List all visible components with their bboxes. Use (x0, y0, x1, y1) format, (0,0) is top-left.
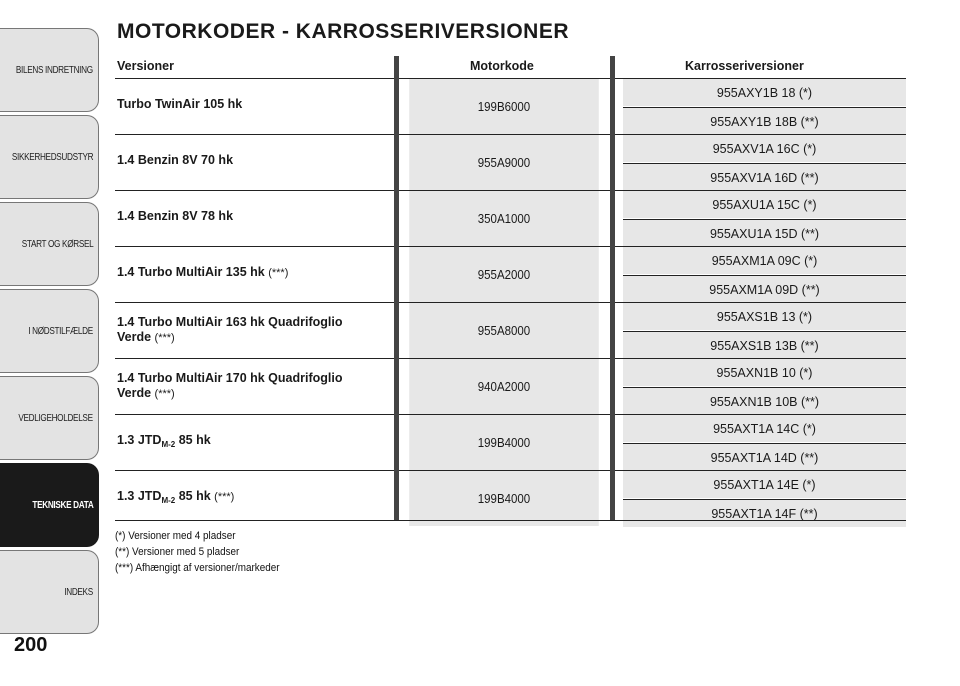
engine-code-cell: 955A9000 (409, 135, 599, 190)
tab-label: START OG KØRSEL (21, 238, 93, 250)
body-version-cell: 955AXT1A 14F (**) (623, 499, 906, 527)
body-version-cell: 955AXN1B 10 (*) (623, 359, 906, 386)
body-version-cell: 955AXS1B 13 (*) (623, 303, 906, 330)
tab-sikkerhedsudstyr[interactable] (0, 115, 99, 199)
footnote: (**) Versioner med 5 pladser (115, 546, 240, 558)
tab-start-og-korsel[interactable] (0, 202, 99, 286)
footnotes (115, 528, 298, 576)
page-title: MOTORKODER - KARROSSERIVERSIONER (117, 20, 569, 43)
engine-code-table (115, 56, 906, 521)
tab-i-nodstilfaelde[interactable] (0, 289, 99, 373)
footnote: (***) Afhængigt af versioner/markeder (115, 562, 280, 574)
version-cell: 1.4 Turbo MultiAir 163 hk Quadrifoglio Verde (***) (117, 315, 343, 344)
body-version-cell: 955AXT1A 14E (*) (623, 471, 906, 498)
version-cell: 1.3 $JTD_{M-2}$ 85 hk (***) (117, 489, 235, 505)
body-version-cell: 955AXM1A 09C (*) (623, 247, 906, 274)
table-row (115, 470, 906, 526)
tab-label: INDEKS (64, 586, 93, 598)
table-row (115, 302, 906, 358)
engine-code-cell: 350A1000 (409, 191, 599, 246)
body-version-cell: 955AXM1A 09D (**) (623, 275, 906, 303)
table-row (115, 358, 906, 414)
table-row (115, 414, 906, 470)
tab-indeks[interactable] (0, 550, 99, 634)
body-version-cell: 955AXN1B 10B (**) (623, 387, 906, 415)
tab-label: I NØDSTILFÆLDE (28, 325, 93, 337)
body-version-cell: 955AXY1B 18B (**) (623, 107, 906, 135)
tab-label: SIKKERHEDSUDSTYR (11, 151, 93, 163)
version-cell: 1.4 Benzin 8V 70 hk (117, 153, 234, 167)
engine-code-cell: 199B4000 (409, 471, 599, 526)
body-version-cell: 955AXV1A 16C (*) (623, 135, 906, 162)
version-cell: 1.3 $JTD_{M-2}$ 85 hk (117, 433, 211, 449)
tab-label: VEDLIGEHOLDELSE (18, 412, 93, 424)
column-divider (394, 56, 399, 520)
body-version-cell: 955AXT1A 14D (**) (623, 443, 906, 471)
table-row (115, 134, 906, 190)
version-cell: 1.4 Turbo MultiAir 170 hk Quadrifoglio Verde (***) (117, 371, 343, 400)
engine-code-cell: 199B6000 (409, 79, 599, 134)
column-divider (610, 56, 615, 520)
engine-code-cell: 199B4000 (409, 415, 599, 470)
engine-code-cell: 955A2000 (409, 247, 599, 302)
footnote: (*) Versioner med 4 pladser (115, 530, 236, 542)
tab-tekniske-data[interactable] (0, 463, 99, 547)
body-version-cell: 955AXY1B 18 (*) (623, 79, 906, 106)
tab-label: TEKNISKE DATA (31, 499, 93, 511)
body-version-cell: 955AXU1A 15D (**) (623, 219, 906, 247)
tab-vedligeholdelse[interactable] (0, 376, 99, 460)
table-header (115, 56, 906, 78)
body-version-cell: 955AXV1A 16D (**) (623, 163, 906, 191)
tab-label: BILENS INDRETNING (16, 64, 93, 76)
table-row (115, 78, 906, 134)
version-cell: 1.4 Benzin 8V 78 hk (117, 209, 234, 223)
table-bottom-rule (115, 520, 906, 521)
body-version-cell: 955AXS1B 13B (**) (623, 331, 906, 359)
body-version-cell: 955AXU1A 15C (*) (623, 191, 906, 218)
version-cell: 1.4 Turbo MultiAir 135 hk (***) (117, 265, 289, 279)
page-number: 200 (14, 634, 48, 656)
header-version: Versioner (117, 59, 174, 73)
engine-code-cell: 940A2000 (409, 359, 599, 414)
table-row (115, 190, 906, 246)
tab-bilens-indretning[interactable] (0, 28, 99, 112)
header-engine: Motorkode (470, 59, 534, 73)
version-cell: Turbo TwinAir 105 hk (117, 97, 243, 111)
header-body: Karrosseriversioner (685, 59, 804, 73)
body-version-cell: 955AXT1A 14C (*) (623, 415, 906, 442)
engine-code-cell: 955A8000 (409, 303, 599, 358)
table-row (115, 246, 906, 302)
